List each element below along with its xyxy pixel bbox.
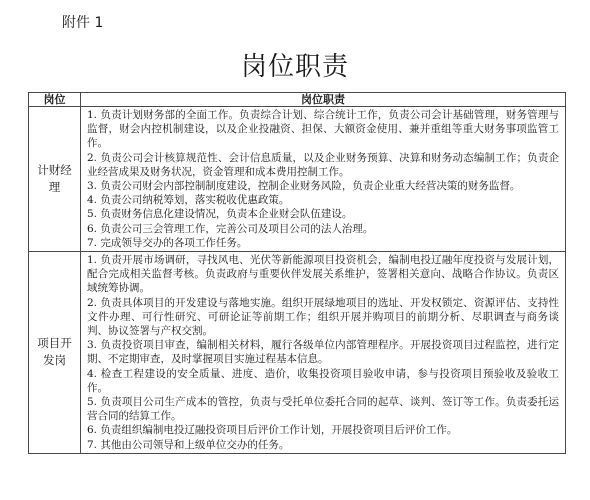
table-row [29,107,566,252]
header-position: 岗位 [29,93,81,107]
position-cell: 项目开发岗 [29,252,81,454]
duty-table [28,92,566,454]
table-row [29,252,566,454]
position-cell: 计财经理 [29,107,81,252]
duty-item: 1. 负责开展市场调研，寻找风电、光伏等新能源项目投资机会，编制电投辽融年度投资与发展计划，配合完成相关监督考核。负责政府与重要伙伴发展关系维护，签署相关意向、战略合作协议。负责区域统筹协调。 [87,254,559,295]
document-title: 岗位职责 [240,52,349,82]
duties-cell [81,107,566,252]
duty-item: 6. 负责公司三会管理工作，完善公司及项目公司的法人治理。 [87,222,374,235]
duties-cell [81,252,566,454]
duty-item: 5. 负责项目公司生产成本的管控，负责与受托单位委托合同的起草、谈判、签订等工作。负责委托运营合同的结算工作。 [87,396,559,423]
attachment-label: 附件 1 [62,15,104,31]
duty-item: 3. 负责投资项目审查，编制相关材料，履行各级单位内部管理程序。开展投资项目过程监控，进行定期、不定期审查，及时掌握项目实施过程基本信息。 [87,339,559,366]
duty-item: 5. 负责财务信息化建设情况，负责本企业财会队伍建设。 [87,208,353,221]
duty-item: 1. 负责计划财务部的全面工作。负责综合计划、综合统计工作，负责公司会计基础管理，财务管理与监督，财会内控机制建设，以及企业投融资、担保、大额资金使用、兼并重组等重大财务事项监管工作。 [87,109,559,150]
table-header-row [29,93,566,107]
duty-item: 6. 负责组织编制电投辽融投资项目后评价工作计划，开展投资项目后评价工作。 [87,424,458,437]
header-duties: 岗位职责 [81,93,566,107]
duty-item: 2. 负责公司会计核算规范性、会计信息质量，以及企业财务预算、决算和财务动态编制工作；负责企业经营成果及财务状况，资金管理和成本费用控制工作。 [87,151,559,178]
duty-item: 7. 其他由公司领导和上级单位交办的任务。 [87,438,290,451]
duty-item: 7. 完成领导交办的各项工作任务。 [87,236,248,249]
duty-item: 4. 负责公司纳税筹划，落实税收优惠政策。 [87,194,290,207]
duty-item: 4. 检查工程建设的安全质量、进度、造价，收集投资项目验收申请，参与投资项目预验收及验收工作。 [87,367,559,394]
duty-item: 3. 负责公司财会内部控制制度建设，控制企业财务风险，负责企业重大经营决策的财务监督。 [87,180,521,193]
duty-item: 2. 负责具体项目的开发建设与落地实施。组织开展绿地项目的选址、开发权锁定、资源评估、支持性文件办理、可行性研究、可研论证等前期工作；组织开展并购项目的前期分析、尽职调查与商务谈判、协议签署与产权交割。 [87,296,559,338]
